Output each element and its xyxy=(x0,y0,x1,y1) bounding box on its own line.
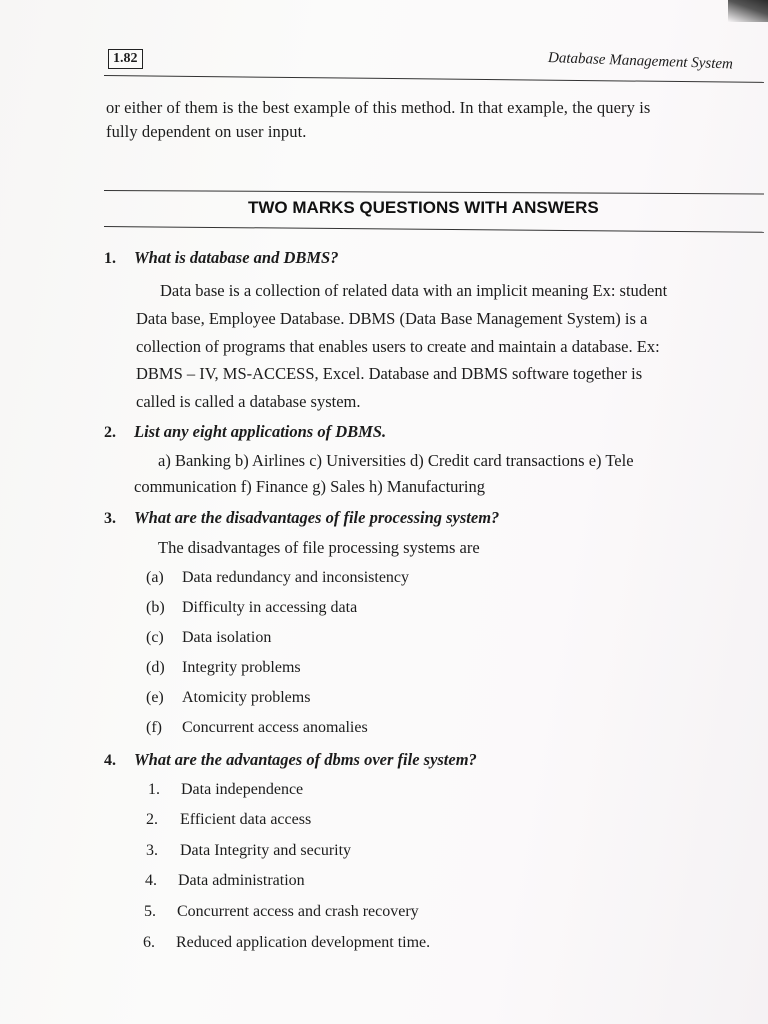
list-item-marker: 5. xyxy=(144,903,156,920)
question-2-answer-line: communication f) Finance g) Sales h) Manufacturing xyxy=(134,477,485,496)
question-1-text: What is database and DBMS? xyxy=(134,248,339,267)
section-heading: TWO MARKS QUESTIONS WITH ANSWERS xyxy=(248,198,599,217)
section-rule-top xyxy=(104,190,764,194)
list-item: Atomicity problems xyxy=(182,689,311,706)
list-item-marker: (a) xyxy=(146,569,164,586)
list-item-marker: 4. xyxy=(145,872,157,889)
list-item-marker: (b) xyxy=(146,599,165,616)
question-1-answer-line: DBMS – IV, MS-ACCESS, Excel. Database and DBMS software together is xyxy=(136,364,643,383)
section-rule-bottom xyxy=(104,226,764,233)
list-item: Data administration xyxy=(178,872,305,889)
list-item: Data isolation xyxy=(182,629,272,646)
question-3-text: What are the disadvantages of file processing system? xyxy=(134,508,500,527)
intro-line-2: fully dependent on user input. xyxy=(106,122,307,141)
question-2-number: 2. xyxy=(104,424,116,441)
question-3-number: 3. xyxy=(104,510,116,527)
list-item-marker: (c) xyxy=(146,629,164,646)
intro-line-1: or either of them is the best example of this method. In that example, the query is xyxy=(106,98,651,117)
question-1-number: 1. xyxy=(104,250,116,267)
question-4-number: 4. xyxy=(104,752,116,769)
list-item-marker: (d) xyxy=(146,659,165,676)
list-item-marker: (f) xyxy=(146,719,162,736)
question-4-text: What are the advantages of dbms over file system? xyxy=(134,750,477,769)
list-item: Data redundancy and inconsistency xyxy=(182,569,410,586)
list-item-marker: 2. xyxy=(146,811,158,828)
list-item: Difficulty in accessing data xyxy=(182,599,358,616)
header-rule xyxy=(104,75,764,83)
question-1-answer-line: Data base, Employee Database. DBMS (Data Base Management System) is a xyxy=(136,309,648,328)
list-item: Concurrent access anomalies xyxy=(182,719,368,736)
list-item-marker: 3. xyxy=(146,842,158,859)
list-item: Concurrent access and crash recovery xyxy=(177,903,419,920)
list-item-marker: (e) xyxy=(146,689,164,706)
question-1-answer-line: called is called a database system. xyxy=(136,392,361,411)
question-1-answer-line: collection of programs that enables users to create and maintain a database. Ex: xyxy=(136,337,660,356)
question-2-text: List any eight applications of DBMS. xyxy=(134,422,387,441)
question-2-answer-line: a) Banking b) Airlines c) Universities d) Credit card transactions e) Tele xyxy=(158,451,634,470)
question-1-answer-line: Data base is a collection of related data with an implicit meaning Ex: student xyxy=(160,281,668,300)
running-head: Database Management System xyxy=(547,50,734,73)
list-item: Data independence xyxy=(181,781,304,798)
page-number: 1.82 xyxy=(108,49,143,69)
list-item-marker: 1. xyxy=(148,781,160,798)
list-item: Efficient data access xyxy=(180,811,312,828)
list-item: Data Integrity and security xyxy=(180,842,352,859)
list-item: Reduced application development time. xyxy=(176,934,431,951)
question-3-intro: The disadvantages of file processing systems are xyxy=(158,538,480,557)
list-item-marker: 6. xyxy=(143,934,155,951)
page-header xyxy=(0,0,768,90)
list-item: Integrity problems xyxy=(182,659,301,676)
